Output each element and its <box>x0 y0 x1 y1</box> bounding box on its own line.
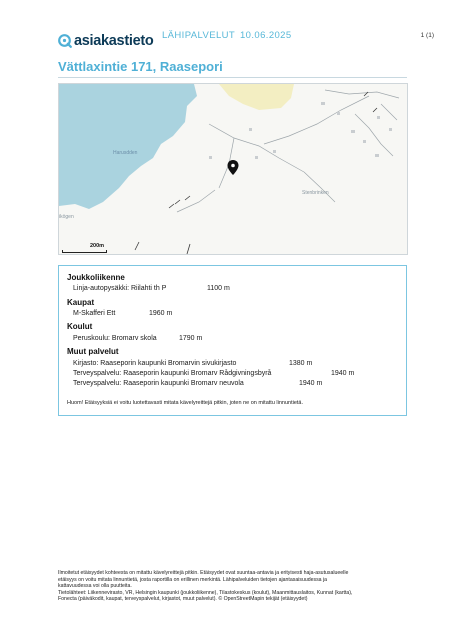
location-pin-icon <box>58 34 72 48</box>
footer-line: etäisyys on voitu mitata linnuntietä, josta raportilla on erillinen merkintä. Lähipalveluiden tietojen ajantasaisuudessa ja <box>58 576 328 583</box>
map-label-stenbrinken: Stenbrinken <box>302 190 329 196</box>
service-item-distance: 1960 m <box>149 310 173 317</box>
service-item-distance: 1790 m <box>179 335 203 342</box>
footer-line: Tietolähteet: Liikennevirasto, VR, Helsingin kaupunki (joukkoliikenne), Tilastokeskus (koulut), Maanmittauslaitos, Kunnat (kartta), <box>58 589 353 596</box>
report-header <box>58 28 438 52</box>
section-koulut: Koulut <box>67 322 93 331</box>
report-title: LÄHIPALVELUT <box>162 30 236 41</box>
map-label-ikogen: ikögen <box>59 214 74 220</box>
service-item-distance: 1940 m <box>331 370 355 377</box>
service-item-distance: 1380 m <box>289 360 313 367</box>
service-item-name: Peruskoulu: Bromarv skola <box>73 335 157 342</box>
service-item-distance: 1100 m <box>207 285 230 292</box>
page-number: 1 (1) <box>420 32 434 39</box>
map-marker-icon <box>228 160 239 175</box>
section-muut-palvelut: Muut palvelut <box>67 347 119 356</box>
footer-line: kattavuudessa voi olla puutteita. <box>58 583 132 590</box>
map-label-harusdden: Harusdden <box>113 150 138 156</box>
address-title: Vättlaxintie 171, Raasepori <box>58 59 223 74</box>
logo-text: asiakastieto <box>74 33 154 49</box>
divider <box>58 77 407 78</box>
footer-disclaimer <box>58 570 403 603</box>
service-item-distance: 1940 m <box>299 380 323 387</box>
location-map[interactable] <box>58 83 408 255</box>
service-item-name: M-Skafferi Ett <box>73 310 116 317</box>
map-graphic <box>59 84 408 255</box>
asiakastieto-logo <box>58 33 153 49</box>
service-item-name: Linja-autopysäkki: Riilahti th P <box>73 285 167 292</box>
scale-label: 200m <box>90 243 105 249</box>
service-item-name: Terveyspalvelu: Raaseporin kaupunki Bromarv neuvola <box>73 380 244 387</box>
distance-note: Huom! Etäisyyksiä ei voitu luotettavasti mitata kävelyreittejä pitkin, joten ne on mitattu linnuntietä. <box>67 400 304 406</box>
footer-line: Fonecta (päiväkodit, kaupat, terveyspalvelut, kirjastot, muut palvelut). © OpenStreetMapin tekijät (etäisyydet) <box>58 596 308 603</box>
report-date: 10.06.2025 <box>240 30 292 41</box>
scale-bar <box>62 250 107 253</box>
section-joukkoliikenne: Joukkoliikenne <box>67 273 125 282</box>
section-kaupat: Kaupat <box>67 298 95 307</box>
footer-line: Ilmoitetut etäisyydet kohteesta on mitattu kävelyreittejä pitkin. Etäisyydet ovat suuntaa-antavia ja erityisesti haja-asutusalueelle <box>58 570 349 576</box>
service-item-name: Kirjasto: Raaseporin kaupunki Bromarvin sivukirjasto <box>73 360 237 367</box>
service-item-name: Terveyspalvelu: Raaseporin kaupunki Bromarv Rådgivningsbyrå <box>73 370 272 377</box>
services-panel <box>58 265 407 416</box>
